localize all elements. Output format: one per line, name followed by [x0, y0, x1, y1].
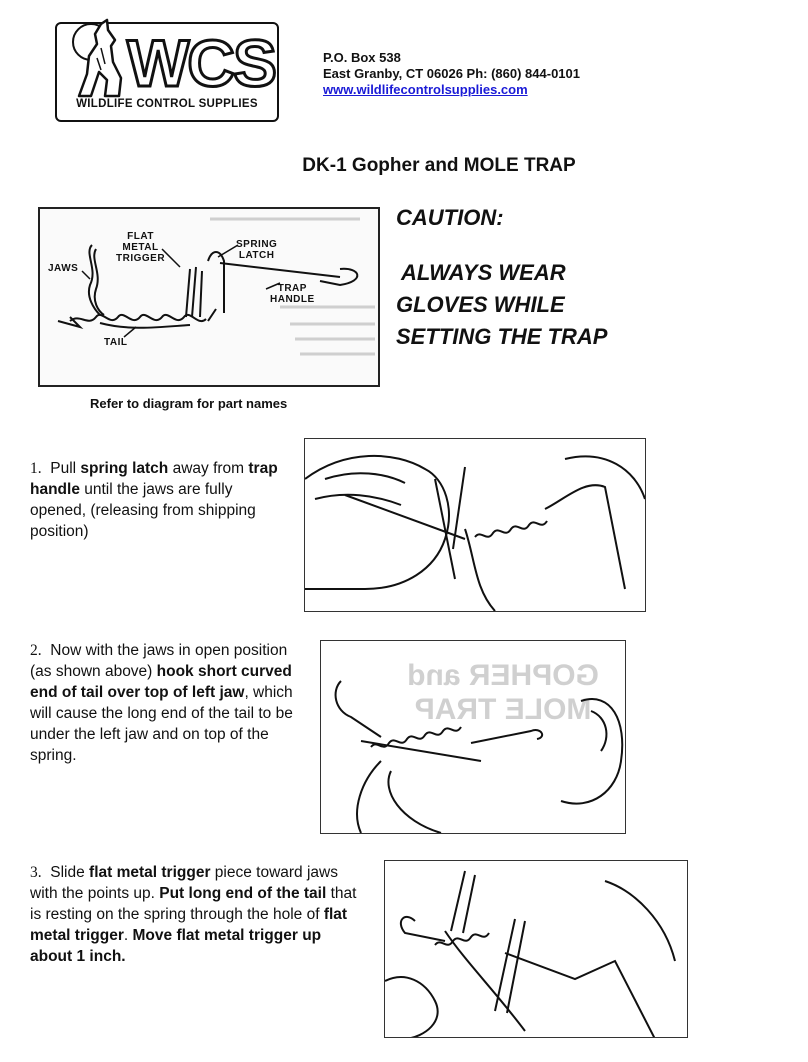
diagram-label-trap-handle: TRAP HANDLE	[270, 283, 315, 305]
step-3-number: 3.	[30, 864, 42, 881]
step-3-text-part: that is resting on the spring through the hole of	[30, 885, 357, 923]
diagram-label-spring-latch: SPRING LATCH	[236, 239, 278, 261]
step-1-text-part: until the jaws are fully opened, (releasing from shipping position)	[30, 481, 256, 540]
step-2-text	[30, 640, 302, 766]
step-2-photo	[320, 640, 626, 834]
logo-wordmark: WCS	[127, 26, 275, 100]
step-2-bold-part: hook short curved end of tail over top of left jaw	[30, 663, 292, 701]
step-3-text-part: piece toward jaws with the points up.	[30, 864, 338, 902]
caution-line-1: ALWAYS WEAR	[401, 260, 566, 285]
address-line-1: P.O. Box 538	[323, 50, 401, 65]
step-3-bold-part: Put long end of the tail	[159, 885, 327, 902]
step-3-bold-part: flat metal trigger	[30, 906, 348, 944]
step-3-text	[30, 862, 366, 967]
diagram-label-tail: TAIL	[104, 337, 128, 348]
step-3-photo	[384, 860, 688, 1038]
website-link[interactable]: www.wildlifecontrolsupplies.com	[323, 82, 528, 97]
diagram-caption: Refer to diagram for part names	[90, 396, 288, 411]
step-1-number: 1.	[30, 460, 42, 477]
step-3-text-part: .	[123, 927, 133, 944]
step-1-text	[30, 458, 292, 542]
diagram-label-trigger: FLAT METAL TRIGGER	[116, 231, 166, 264]
logo-subtitle: WILDLIFE CONTROL SUPPLIES	[76, 98, 258, 110]
step-3-text-part: Slide	[50, 864, 90, 881]
trap-parts-diagram	[38, 207, 380, 387]
step-1-photo	[304, 438, 646, 612]
step-1-bold-part: trap handle	[30, 460, 278, 498]
step-2-text-part: Now with the jaws in open position (as shown above)	[30, 642, 288, 680]
step-1-illustration	[305, 439, 646, 612]
caution-line-3: SETTING THE TRAP	[396, 324, 608, 349]
caution-message	[396, 257, 696, 353]
diagram-label-jaws: JAWS	[48, 263, 79, 274]
step-3-bold-part: flat metal trigger	[89, 864, 211, 881]
step-2-number: 2.	[30, 642, 42, 659]
page-title: DK-1 Gopher and MOLE TRAP	[302, 155, 576, 176]
step-2-text-part: , which will cause the long end of the tail to be under the left jaw and on top of the spring.	[30, 684, 293, 764]
step-1-text-part: Pull	[50, 460, 81, 477]
caution-heading: CAUTION:	[396, 205, 504, 230]
step-3-bold-part: Move flat metal trigger up about 1 inch.	[30, 927, 322, 965]
step-2-illustration	[321, 641, 626, 834]
caution-line-2: GLOVES WHILE	[396, 292, 565, 317]
contact-address	[323, 50, 580, 98]
trap-diagram-drawing	[40, 209, 380, 387]
bg-text-line-2: MOLE TRAP	[414, 693, 592, 726]
address-line-2: East Granby, CT 06026 Ph: (860) 844-0101	[323, 66, 580, 81]
step-1-bold-part: spring latch	[80, 460, 169, 477]
step-1-text-part: away from	[168, 460, 249, 477]
step-3-illustration	[385, 861, 688, 1038]
company-logo	[55, 18, 283, 126]
bg-text-line-1: GOPHER and	[407, 659, 599, 692]
